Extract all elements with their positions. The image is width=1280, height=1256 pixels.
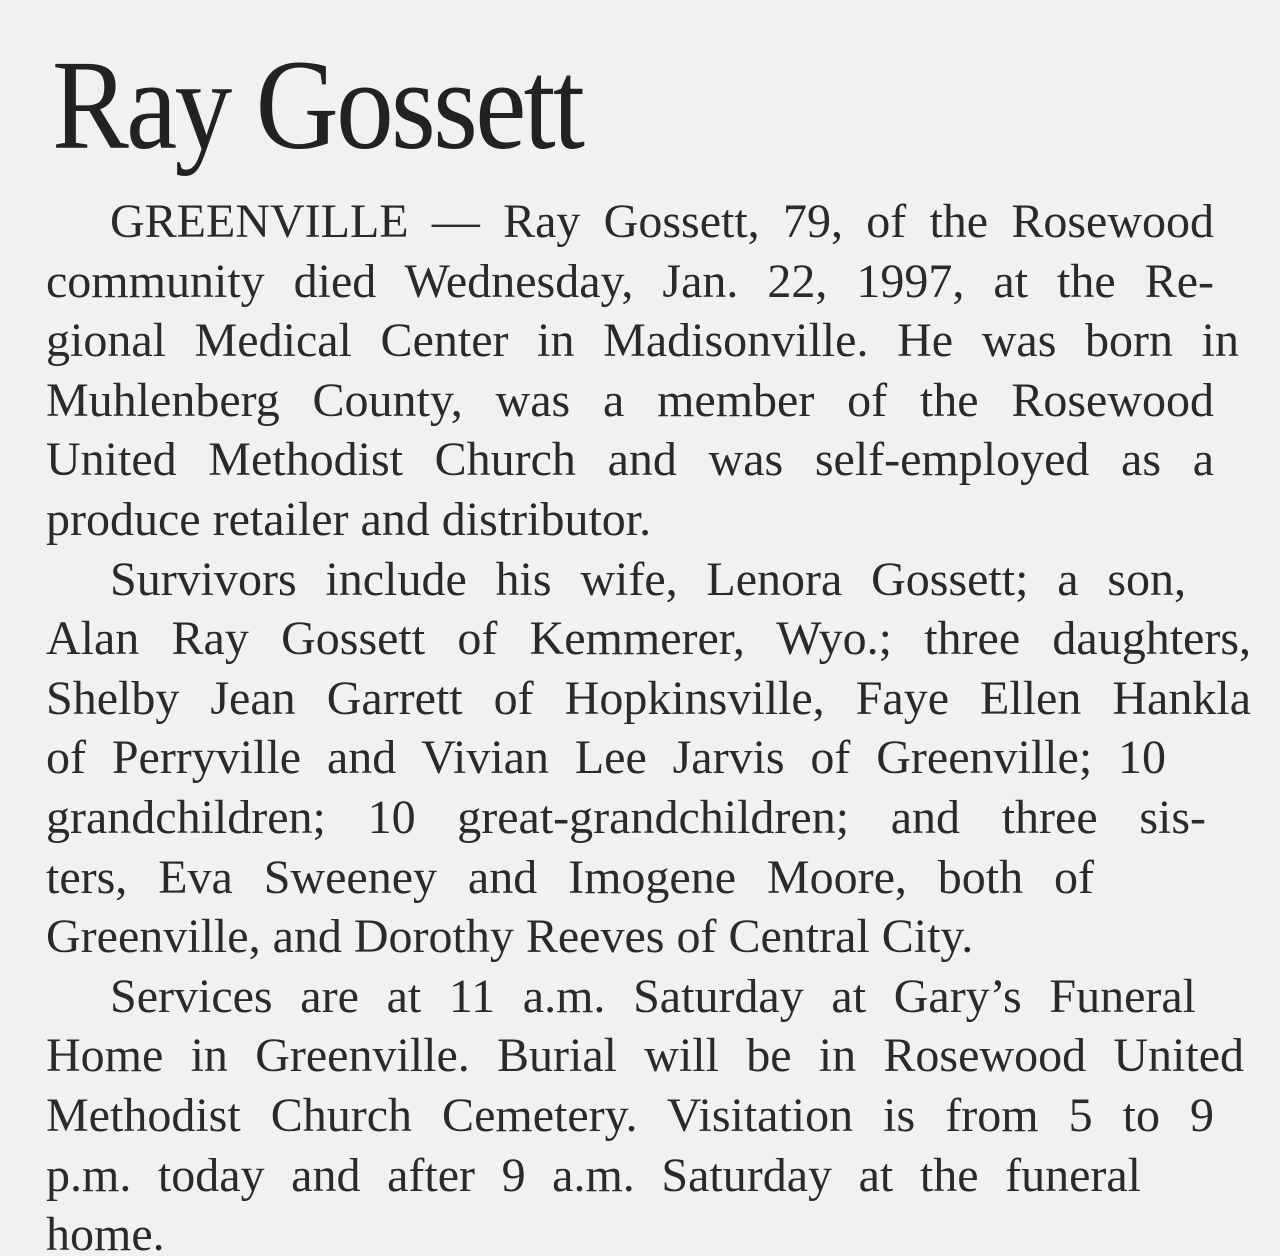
text-line: Services are at 11 a.m. Saturday at Gary’s Funeral xyxy=(110,969,1196,1023)
text-line: GREENVILLE — Ray Gossett, 79, of the Rosewood xyxy=(110,195,1214,248)
text-line: home. xyxy=(46,1208,165,1256)
text-line: United Methodist Church and was self-employed as a xyxy=(46,433,1214,487)
headline: Ray Gossett xyxy=(52,34,583,176)
text-line: Greenville, and Dorothy Reeves of Central City. xyxy=(46,910,974,964)
text-line: grandchildren; 10 great-grandchildren; and three sis- xyxy=(46,790,1206,844)
obituary-body xyxy=(46,192,1251,1256)
text-line: produce retailer and distributor. xyxy=(46,492,652,546)
text-line: community died Wednesday, Jan. 22, 1997, at the Re- xyxy=(46,254,1214,308)
text-line: Survivors include his wife, Lenora Gossett; a son, xyxy=(110,552,1186,606)
text-line: Muhlenberg County, was a member of the Rosewood xyxy=(46,373,1214,427)
text-line: ters, Eva Sweeney and Imogene Moore, both of xyxy=(46,850,1094,904)
text-line: p.m. today and after 9 a.m. Saturday at the funeral xyxy=(46,1148,1141,1202)
text-line: Alan Ray Gossett of Kemmerer, Wyo.; three daughters, xyxy=(46,612,1251,666)
text-line: Methodist Church Cemetery. Visitation is from 5 to 9 xyxy=(46,1088,1214,1142)
text-line: Home in Greenville. Burial will be in Rosewood United xyxy=(46,1029,1244,1083)
text-line: of Perryville and Vivian Lee Jarvis of Greenville; 10 xyxy=(46,731,1166,785)
text-line: Shelby Jean Garrett of Hopkinsville, Faye Ellen Hankla xyxy=(46,671,1251,725)
text-line: gional Medical Center in Madisonville. He was born in xyxy=(46,314,1239,368)
